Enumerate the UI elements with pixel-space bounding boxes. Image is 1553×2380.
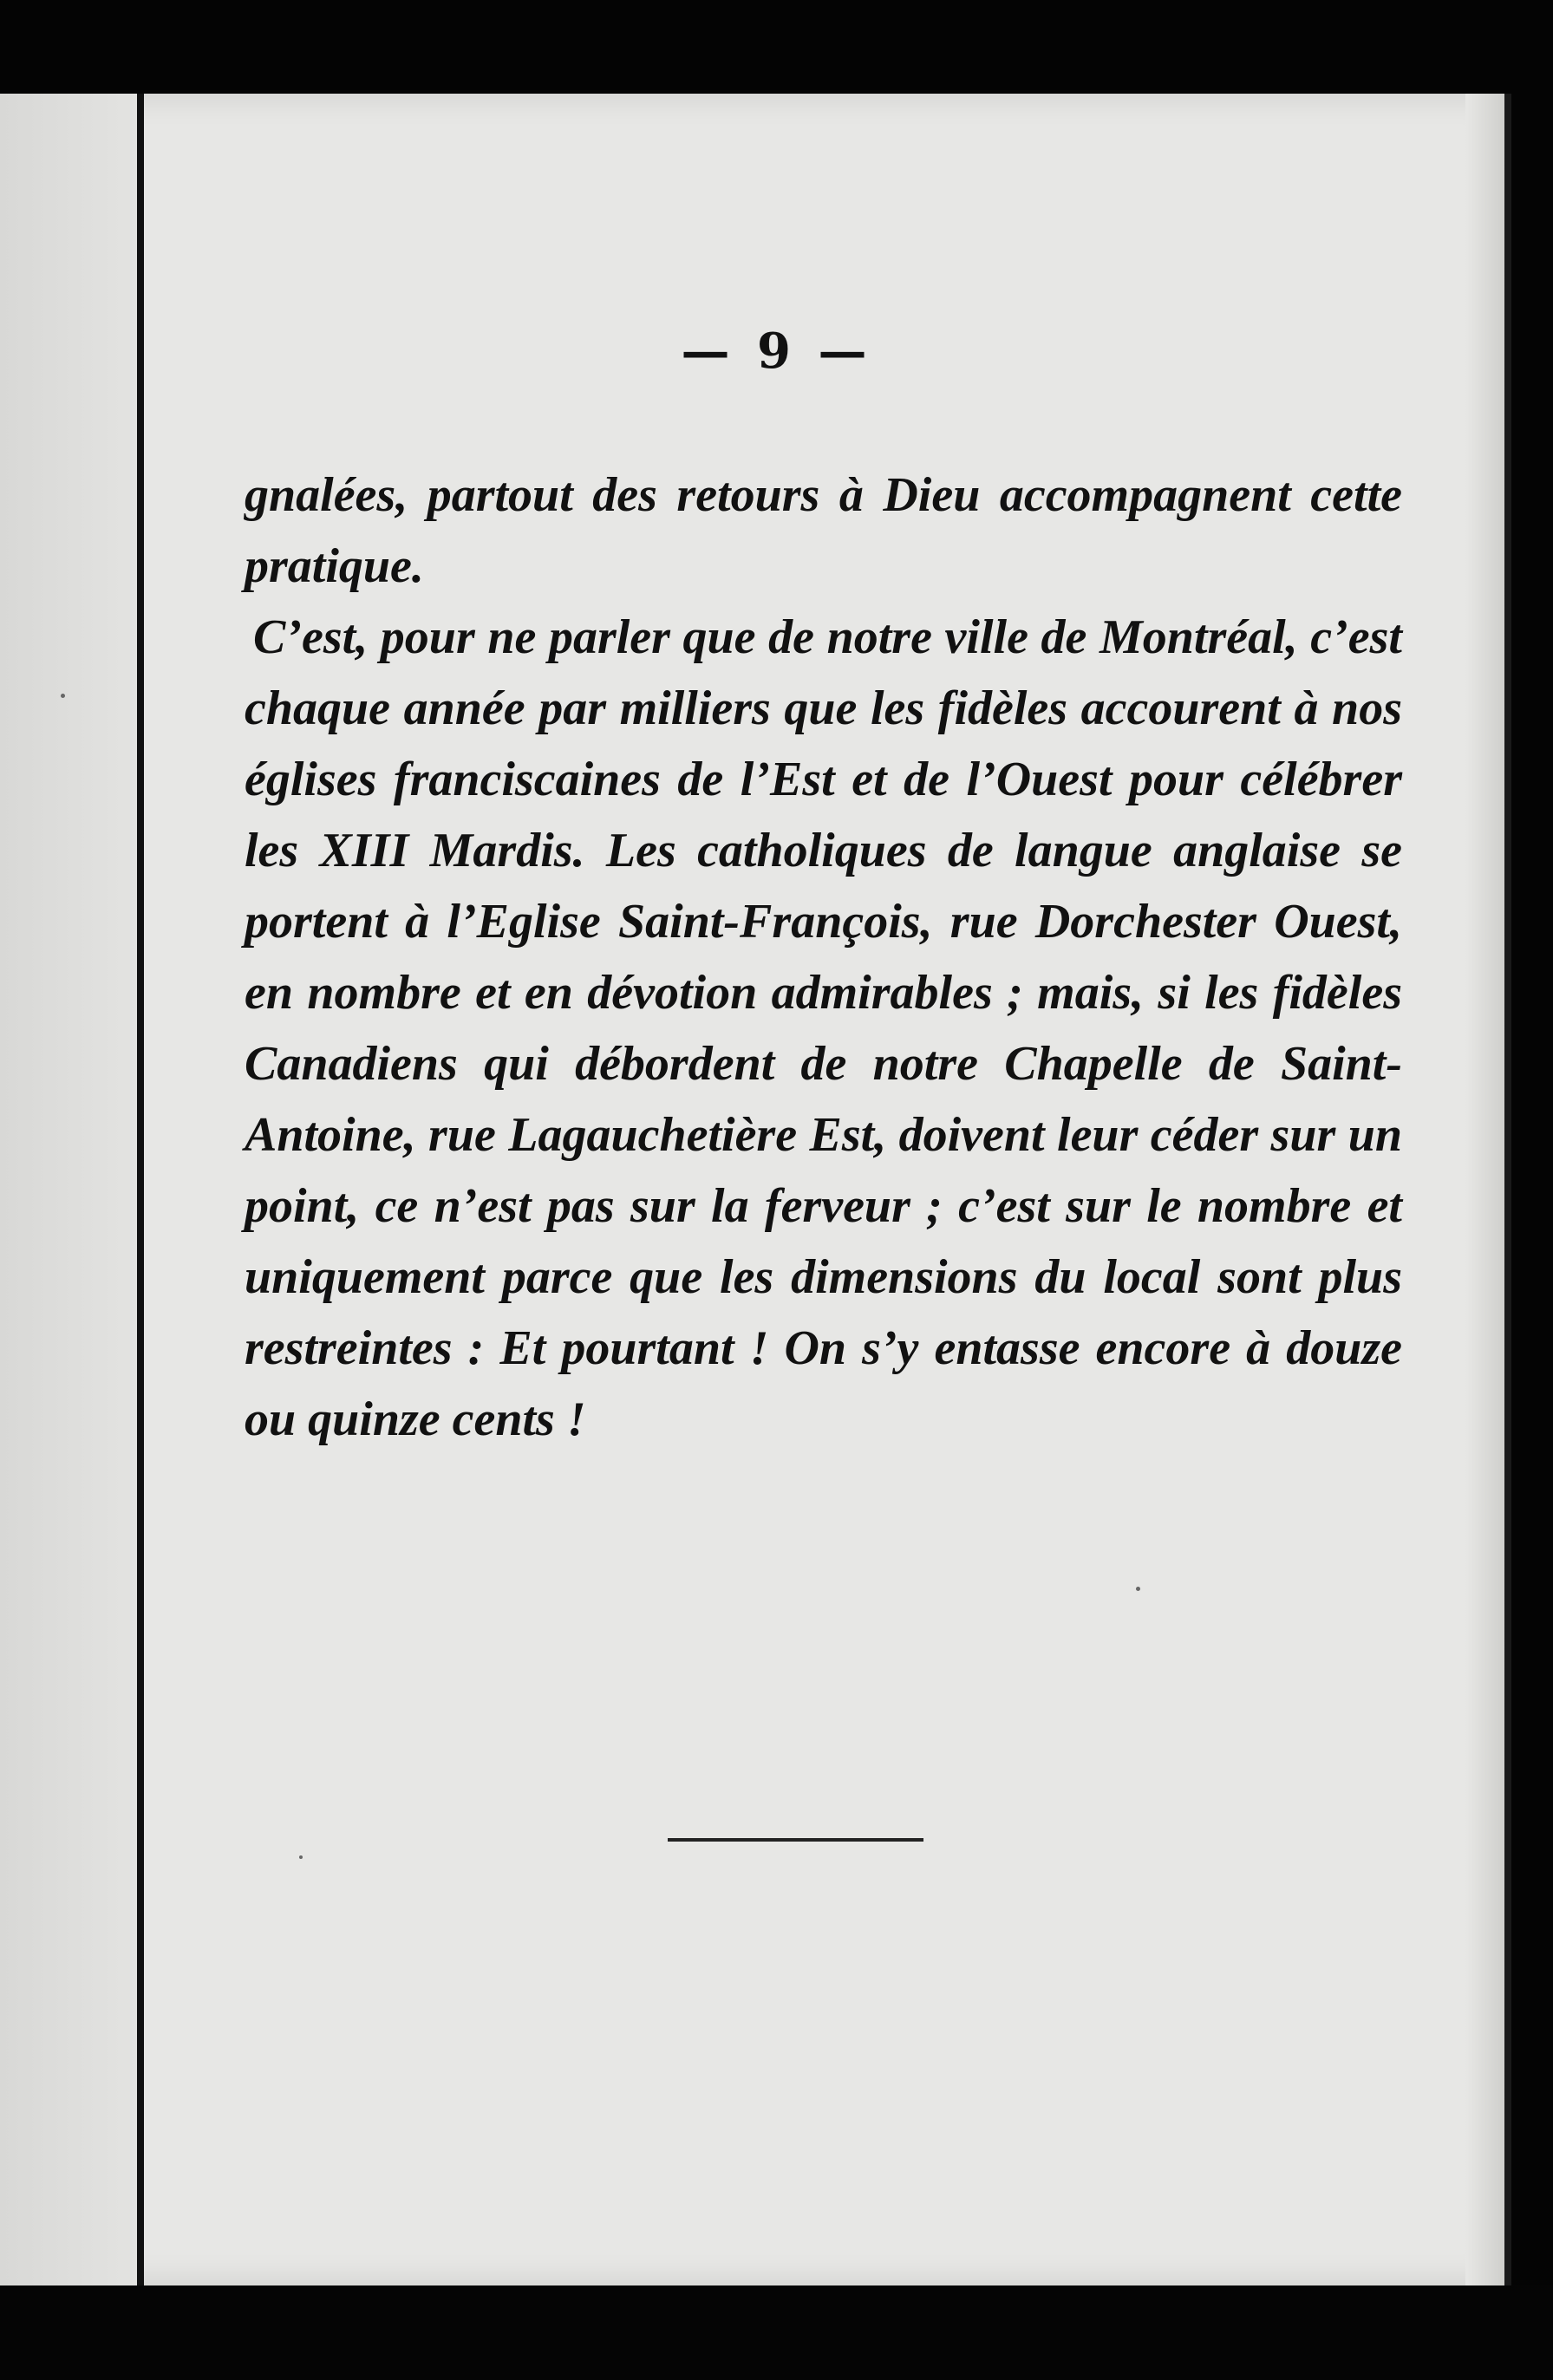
paragraph-main: C’est, pour ne parler que de notre ville de Montréal, c’est chaque année par milliers que les fidèles accourent à nos églises franciscaines de l’Est et de l’Ouest pour célébrer les XIII Mardis. Les catholiques de langue anglaise se portent à l’Eglise Saint-François, rue Dorchester Ouest, en nombre et en dévotion admirables ; mais, si les fidèles Canadiens qui débordent de notre Chapelle de Saint-Antoine, rue Lagauchetière Est, doivent leur céder sur un point, ce n’est pas sur la ferveur ; c’est sur le nombre et uniquement parce que les dimensions du local sont plus restreintes : Et pourtant ! On s’y entasse encore à douze ou quinze cents ! — [245, 610, 1402, 1446]
page-number: — 9 — — [681, 323, 872, 380]
binding-line — [137, 94, 144, 2285]
scan-speck — [61, 694, 65, 698]
page-edge-shadow — [1465, 94, 1504, 2285]
section-end-rule — [668, 1838, 923, 1842]
paragraph-continuation: gnalées, partout des retours à Dieu accompagnent cette pratique. — [245, 468, 1402, 593]
scan-speck — [299, 1855, 303, 1859]
scan-bottom-border — [0, 2285, 1553, 2380]
scan-speck — [1136, 1587, 1140, 1591]
body-text — [245, 460, 1402, 1455]
binding-shadow — [0, 94, 137, 2285]
